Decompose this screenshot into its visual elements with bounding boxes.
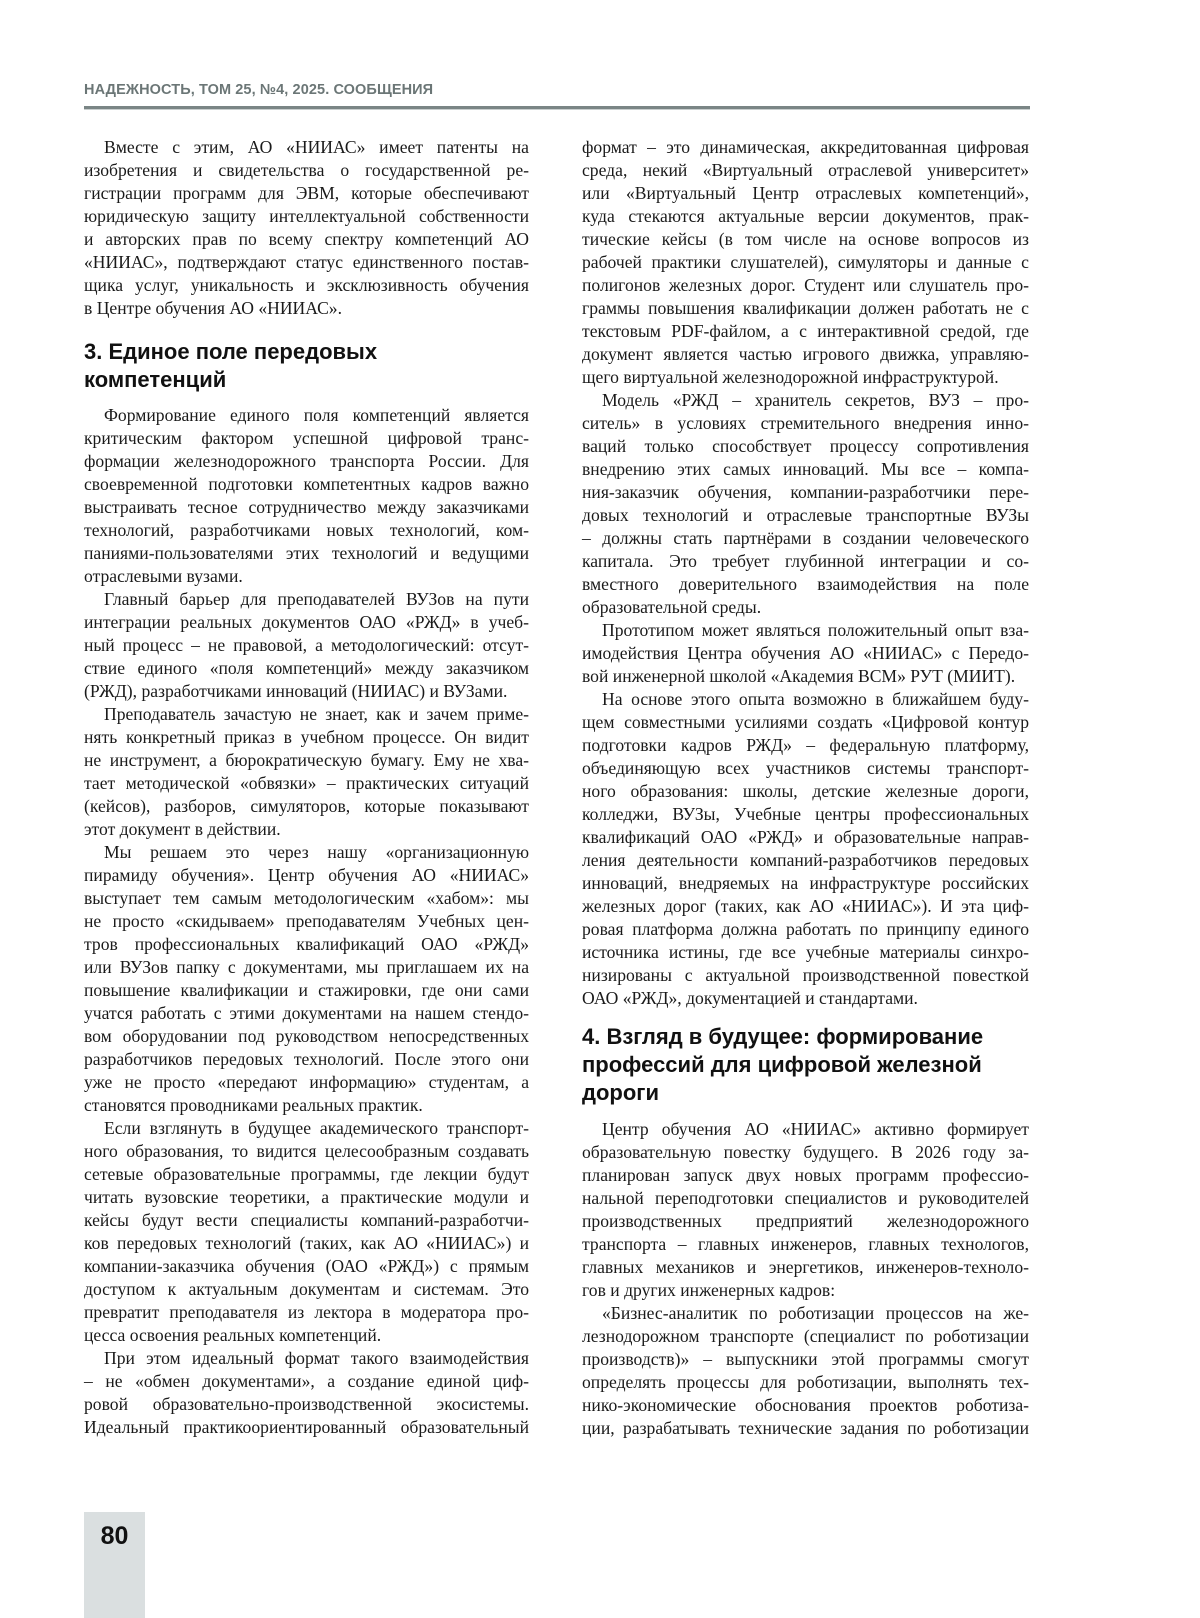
text-line: выступает тем самым методологическим «хабом»: мы (84, 887, 529, 910)
text-line: Центр обучения АО «НИИАС» активно формирует (582, 1118, 1029, 1141)
text-line: сетевые образовательные программы, где лекции будут (84, 1163, 529, 1186)
text-line: тров профессиональных квалификаций ОАО «РЖД» (84, 933, 529, 956)
text-line: куда стекаются актуальные версии документов, прак- (582, 205, 1029, 228)
text-line: вместного доверительного взаимодействия на поле (582, 573, 1029, 596)
text-line: тает методической «обвязки» – практических ситуаций (84, 772, 529, 795)
text-line: или ВУЗов папку с документами, мы приглашаем их на (84, 956, 529, 979)
text-line: граммы повышения квалификации должен работать не с (582, 297, 1029, 320)
text-line: Мы решаем это через нашу «организационную (84, 841, 529, 864)
text-line: своевременной подготовки компетентных кадров важно (84, 473, 529, 496)
text-line: формации железнодорожного транспорта России. Для (84, 450, 529, 473)
heading-line: компетенций (84, 366, 529, 394)
text-line: квалификаций ОАО «РЖД» и образовательные направ- (582, 826, 1029, 849)
text-line: ции, разрабатывать технические задания по роботизации (582, 1417, 1029, 1440)
text-line: имодействия Центра обучения АО «НИИАС» с Передо- (582, 642, 1029, 665)
text-line: документ является частью игрового движка, управляю- (582, 343, 1029, 366)
text-line: технологий, разработчиками новых технологий, ком- (84, 519, 529, 542)
text-line: планирован запуск двух новых программ профессио- (582, 1164, 1029, 1187)
text-line: ления деятельности компаний-разработчиков передовых (582, 849, 1029, 872)
text-line: нальной переподготовки специалистов и руководителей (582, 1187, 1029, 1210)
text-line: полигонов железных дорог. Студент или слушатель про- (582, 274, 1029, 297)
text-line: (кейсов), разборов, симуляторов, которые показывают (84, 795, 529, 818)
text-line: ный процесс – не правовой, а методологический: отсут- (84, 634, 529, 657)
paragraph (84, 841, 529, 1117)
text-line: На основе этого опыта возможно в ближайшем буду- (582, 688, 1029, 711)
text-line: определять процессы для роботизации, выполнять тех- (582, 1371, 1029, 1394)
text-line: становятся проводниками реальных практик. (84, 1094, 529, 1117)
section-3-heading (84, 338, 529, 394)
heading-line: 3. Единое поле передовых (84, 338, 529, 366)
heading-line: профессий для цифровой железной (582, 1051, 1029, 1079)
text-line: ния-заказчик обучения, компании-разработчики пере- (582, 481, 1029, 504)
right-column-intro (582, 136, 1029, 1010)
running-head: НАДЕЖНОСТЬ, ТОМ 25, №4, 2025. СООБЩЕНИЯ (84, 82, 433, 98)
left-column-body (84, 404, 529, 1439)
text-line: ваций только способствует процессу сопротивления (582, 435, 1029, 458)
text-line: Преподаватель зачастую не знает, как и зачем приме- (84, 703, 529, 726)
text-line: юридическую защиту интеллектуальной собственности (84, 205, 529, 228)
left-column-intro (84, 136, 529, 320)
text-line: ровая платформа должна работать по принципу единого (582, 918, 1029, 941)
text-line: или «Виртуальный Центр отраслевых компетенций», (582, 182, 1029, 205)
paragraph (84, 136, 529, 320)
text-line: и авторских прав по всему спектру компетенций АО (84, 228, 529, 251)
page-number: 80 (84, 1522, 145, 1551)
text-line: источника истины, где все учебные материалы синхро- (582, 941, 1029, 964)
text-line: Главный барьер для преподавателей ВУЗов на пути (84, 588, 529, 611)
section-4-heading (582, 1023, 1029, 1107)
text-line: не просто «скидываем» преподавателям Учебных цен- (84, 910, 529, 933)
text-line: железных дорог (таких, как АО «НИИАС»). И эта циф- (582, 895, 1029, 918)
text-line: читать вузовские теоретики, а практические модули и (84, 1186, 529, 1209)
text-line: Если взглянуть в будущее академического транспорт- (84, 1117, 529, 1140)
text-line: транспорта – главных инженеров, главных технологов, (582, 1233, 1029, 1256)
text-line: доступом к актуальным документам и системам. Это (84, 1278, 529, 1301)
heading-line: 4. Взгляд в будущее: формирование (582, 1023, 1029, 1051)
text-line: – не «обмен документами», а создание единой циф- (84, 1370, 529, 1393)
text-line: Прототипом может являться положительный опыт вза- (582, 619, 1029, 642)
text-line: разработчиков передовых технологий. После этого они (84, 1048, 529, 1071)
text-line: интеграции реальных документов ОАО «РЖД» в учеб- (84, 611, 529, 634)
text-line: гов и других инженерных кадров: (582, 1279, 1029, 1302)
text-line: нико-экономические обоснования проектов роботиза- (582, 1394, 1029, 1417)
paragraph (84, 404, 529, 588)
paragraph (582, 1118, 1029, 1302)
text-line: ОАО «РЖД», документацией и стандартами. (582, 987, 1029, 1010)
text-line: (РЖД), разработчиками инноваций (НИИАС) и ВУЗами. (84, 680, 529, 703)
text-line: колледжи, ВУЗы, Учебные центры профессиональных (582, 803, 1029, 826)
text-line: щика услуг, уникальность и эксклюзивность обучения (84, 274, 529, 297)
text-line: нять конкретный приказ в учебном процессе. Он видит (84, 726, 529, 749)
text-line: производств)» – выпускники этой программы смогут (582, 1348, 1029, 1371)
text-line: «НИИАС», подтверждают статус единственного постав- (84, 251, 529, 274)
text-line: щего виртуальной железнодорожной инфраструктурой. (582, 366, 1029, 389)
text-line: объединяющую всех участников системы транспорт- (582, 757, 1029, 780)
heading-line: дороги (582, 1079, 1029, 1107)
text-line: подготовки кадров РЖД» – федеральную платформу, (582, 734, 1029, 757)
text-line: отраслевыми вузами. (84, 565, 529, 588)
text-line: ного образования: школы, детские железные дороги, (582, 780, 1029, 803)
paragraph (84, 588, 529, 703)
text-line: рабочей практики слушателей), симуляторы и данные с (582, 251, 1029, 274)
text-line: паниями-пользователями этих технологий и ведущими (84, 542, 529, 565)
text-line: Формирование единого поля компетенций является (84, 404, 529, 427)
text-line: формат – это динамическая, аккредитованная цифровая (582, 136, 1029, 159)
text-line: образовательной среды. (582, 596, 1029, 619)
paragraph (582, 1302, 1029, 1440)
text-line: уже не просто «передают информацию» студентам, а (84, 1071, 529, 1094)
text-line: учатся работать с этими документами на нашем стендо- (84, 1002, 529, 1025)
paragraph (582, 136, 1029, 389)
text-line: щем совместными усилиями создать «Цифровой контур (582, 711, 1029, 734)
text-line: Вместе с этим, АО «НИИАС» имеет патенты на (84, 136, 529, 159)
text-line: компании-заказчика обучения (ОАО «РЖД») с прямым (84, 1255, 529, 1278)
text-line: ровой образовательно-производственной экосистемы. (84, 1393, 529, 1416)
paragraph (84, 703, 529, 841)
text-line: текстовым PDF-файлом, а с интерактивной средой, где (582, 320, 1029, 343)
text-line: превратит преподавателя из лектора в модератора про- (84, 1301, 529, 1324)
paragraph (582, 619, 1029, 688)
paragraph (582, 389, 1029, 619)
text-line: не инструмент, а бюрократическую бумагу. Ему не хва- (84, 749, 529, 772)
text-line: выстраивать тесное сотрудничество между заказчиками (84, 496, 529, 519)
paragraph (84, 1347, 529, 1439)
text-line: «Бизнес-аналитик по роботизации процессов на же- (582, 1302, 1029, 1325)
text-line: Идеальный практикоориентированный образовательный (84, 1416, 529, 1439)
text-line: среда, некий «Виртуальный отраслевой университет» (582, 159, 1029, 182)
text-line: ного образования, то видится целесообразным создавать (84, 1140, 529, 1163)
text-line: изобретения и свидетельства о государственной ре- (84, 159, 529, 182)
text-line: довых технологий и отраслевые транспортные ВУЗы (582, 504, 1029, 527)
right-column-body (582, 1118, 1029, 1440)
text-line: пирамиду обучения». Центр обучения АО «НИИАС» (84, 864, 529, 887)
text-line: вой инженерной школой «Академия ВСМ» РУТ (МИИТ). (582, 665, 1029, 688)
text-line: ствие единого «поля компетенций» между заказчиком (84, 657, 529, 680)
text-line: При этом идеальный формат такого взаимодействия (84, 1347, 529, 1370)
paragraph (84, 1117, 529, 1347)
header-rule (84, 106, 1030, 110)
text-line: лезнодорожном транспорте (специалист по роботизации (582, 1325, 1029, 1348)
text-line: образовательную повестку будущего. В 2026 году за- (582, 1141, 1029, 1164)
text-line: Модель «РЖД – хранитель секретов, ВУЗ – про- (582, 389, 1029, 412)
page-number-box (84, 1512, 145, 1618)
text-line: внедрению этих самых инноваций. Мы все – компа- (582, 458, 1029, 481)
text-line: этот документ в действии. (84, 818, 529, 841)
text-line: критическим фактором успешной цифровой транс- (84, 427, 529, 450)
text-line: вом оборудовании под руководством непосредственных (84, 1025, 529, 1048)
text-line: ков передовых технологий (таких, как АО «НИИАС») и (84, 1232, 529, 1255)
text-line: тические кейсы (в том числе на основе вопросов из (582, 228, 1029, 251)
text-line: в Центре обучения АО «НИИАС». (84, 297, 529, 320)
text-line: кейсы будут вести специалисты компаний-разработчи- (84, 1209, 529, 1232)
paragraph (582, 688, 1029, 1010)
text-line: низированы с актуальной производственной повесткой (582, 964, 1029, 987)
text-line: цесса освоения реальных компетенций. (84, 1324, 529, 1347)
text-line: повышение квалификации и стажировки, где они сами (84, 979, 529, 1002)
text-line: главных механиков и энергетиков, инженеров-техноло- (582, 1256, 1029, 1279)
text-line: ситель» в условиях стремительного внедрения инно- (582, 412, 1029, 435)
text-line: гистрации программ для ЭВМ, которые обеспечивают (84, 182, 529, 205)
text-line: – должны стать партнёрами в создании человеческого (582, 527, 1029, 550)
text-line: производственных предприятий железнодорожного (582, 1210, 1029, 1233)
text-line: капитала. Это требует глубинной интеграции и со- (582, 550, 1029, 573)
text-line: инноваций, внедряемых на инфраструктуре российских (582, 872, 1029, 895)
